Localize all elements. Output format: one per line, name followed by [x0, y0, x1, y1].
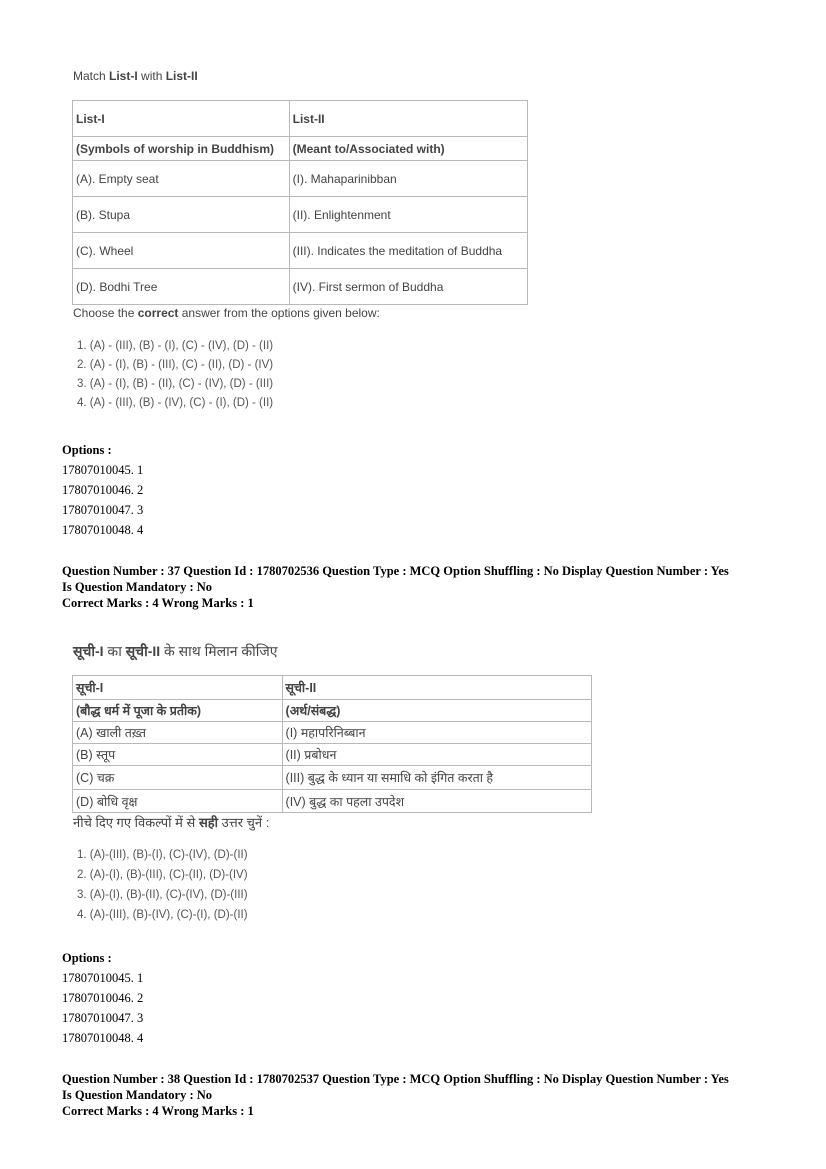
q37-header-list2: सूची-II — [282, 676, 591, 700]
table-row — [73, 722, 592, 744]
q36-row-c-list2: (III). Indicates the meditation of Buddha — [289, 233, 527, 269]
q36-match-table — [72, 100, 528, 305]
q37-row-c-list1: (C) चक्र — [73, 766, 283, 790]
q37-instruction — [73, 642, 278, 661]
table-row — [73, 233, 528, 269]
q36-row-a-list1: (A). Empty seat — [73, 161, 290, 197]
q37-option-3: 17807010047. 3 — [62, 1011, 144, 1025]
list-item: 1. (A) - (III), (B) - (I), (C) - (IV), (D) - (II) — [77, 340, 274, 352]
q36-option-4: 17807010048. 4 — [62, 523, 144, 537]
q36-option-2: 17807010046. 2 — [62, 483, 144, 497]
q36-choose-bold: correct — [137, 306, 179, 320]
q37-intro-rest: के साथ मिलान कीजिए — [160, 643, 278, 659]
q37-meta-line2: Is Question Mandatory : No — [62, 580, 213, 594]
q37-row-d-list1: (D) बोधि वृक्ष — [73, 790, 283, 813]
table-row — [73, 744, 592, 766]
list-item: 3. (A)-(I), (B)-(II), (C)-(IV), (D)-(III) — [77, 889, 248, 901]
table-row — [73, 269, 528, 305]
q36-row-c-list1: (C). Wheel — [73, 233, 290, 269]
q37-table-header-row — [73, 676, 592, 700]
q37-subheader-list2: (अर्थ/संबद्ध) — [282, 700, 591, 722]
q36-options-label: Options : — [62, 443, 112, 457]
q37-row-a-list2: (I) महापरिनिब्बान — [282, 722, 591, 744]
list-item: 4. (A)-(III), (B)-(IV), (C)-(I), (D)-(II) — [77, 909, 248, 921]
q36-header-list1: List-I — [73, 101, 290, 137]
list-item: 2. (A) - (I), (B) - (III), (C) - (II), (D) - (IV) — [77, 359, 274, 371]
table-row — [73, 197, 528, 233]
q37-options — [62, 948, 143, 1048]
q37-choose-suffix: उत्तर चुनें : — [218, 815, 270, 830]
q36-subheader-list2: (Meant to/Associated with) — [289, 137, 527, 161]
q37-row-b-list1: (B) स्तूप — [73, 744, 283, 766]
q38-meta-line1: Question Number : 38 Question Id : 1780702537 Question Type : MCQ Option Shuffling : No Display Question Number : Yes — [62, 1072, 729, 1086]
table-row — [73, 161, 528, 197]
q36-answer-list — [77, 337, 273, 413]
q36-header-list2: List-II — [289, 101, 527, 137]
q36-choose-prefix: Choose the — [73, 306, 138, 320]
q37-row-c-list2: (III) बुद्ध के ध्यान या समाधि को इंगित करता है — [282, 766, 591, 790]
q36-choose-suffix: answer from the options given below: — [178, 306, 380, 320]
q38-metadata — [62, 1071, 729, 1119]
q37-row-d-list2: (IV) बुद्ध का पहला उपदेश — [282, 790, 591, 813]
q37-intro-mid: का — [103, 643, 126, 659]
q36-table-subheader-row — [73, 137, 528, 161]
list-item: 3. (A) - (I), (B) - (II), (C) - (IV), (D) - (III) — [77, 378, 274, 390]
q37-match-table — [72, 675, 592, 813]
list-item: 1. (A)-(III), (B)-(I), (C)-(IV), (D)-(II) — [77, 849, 248, 861]
q36-option-1: 17807010045. 1 — [62, 463, 144, 477]
q37-intro-list2: सूची-II — [125, 643, 161, 659]
q36-row-d-list1: (D). Bodhi Tree — [73, 269, 290, 305]
q37-metadata — [62, 563, 729, 611]
q37-choose-prefix: नीचे दिए गए विकल्पों में से — [73, 815, 199, 830]
q37-option-1: 17807010045. 1 — [62, 971, 144, 985]
q37-option-2: 17807010046. 2 — [62, 991, 144, 1005]
list-item: 4. (A) - (III), (B) - (IV), (C) - (I), (D) - (II) — [77, 397, 274, 409]
q36-row-a-list2: (I). Mahaparinibban — [289, 161, 527, 197]
q37-choose-text — [73, 813, 269, 831]
q37-header-list1: सूची-I — [73, 676, 283, 700]
q37-answer-list — [77, 845, 248, 925]
q36-intro-list1: List-I — [109, 69, 138, 83]
q38-meta-line3: Correct Marks : 4 Wrong Marks : 1 — [62, 1104, 254, 1118]
q36-row-b-list2: (II). Enlightenment — [289, 197, 527, 233]
q36-row-b-list1: (B). Stupa — [73, 197, 290, 233]
q36-subheader-list1: (Symbols of worship in Buddhism) — [73, 137, 290, 161]
q38-meta-line2: Is Question Mandatory : No — [62, 1088, 213, 1102]
q36-intro-mid: with — [137, 69, 166, 83]
q37-row-a-list1: (A) खाली तख़्त — [73, 722, 283, 744]
q36-instruction — [73, 69, 198, 83]
list-item: 2. (A)-(I), (B)-(III), (C)-(II), (D)-(IV) — [77, 869, 248, 881]
q36-row-d-list2: (IV). First sermon of Buddha — [289, 269, 527, 305]
q37-row-b-list2: (II) प्रबोधन — [282, 744, 591, 766]
q37-option-4: 17807010048. 4 — [62, 1031, 144, 1045]
q36-options — [62, 440, 143, 540]
q36-intro-list2: List-II — [165, 69, 198, 83]
q36-choose-text — [73, 306, 380, 320]
q37-meta-line1: Question Number : 37 Question Id : 1780702536 Question Type : MCQ Option Shuffling : No Display Question Number : Yes — [62, 564, 729, 578]
q37-choose-bold: सही — [198, 815, 219, 830]
q37-intro-list1: सूची-I — [73, 643, 104, 659]
q37-table-subheader-row — [73, 700, 592, 722]
q37-meta-line3: Correct Marks : 4 Wrong Marks : 1 — [62, 596, 254, 610]
table-row — [73, 766, 592, 790]
q36-table-header-row — [73, 101, 528, 137]
table-row — [73, 790, 592, 813]
q37-subheader-list1: (बौद्ध धर्म में पूजा के प्रतीक) — [73, 700, 283, 722]
q36-intro-prefix: Match — [73, 69, 110, 83]
q36-option-3: 17807010047. 3 — [62, 503, 144, 517]
q37-options-label: Options : — [62, 951, 112, 965]
